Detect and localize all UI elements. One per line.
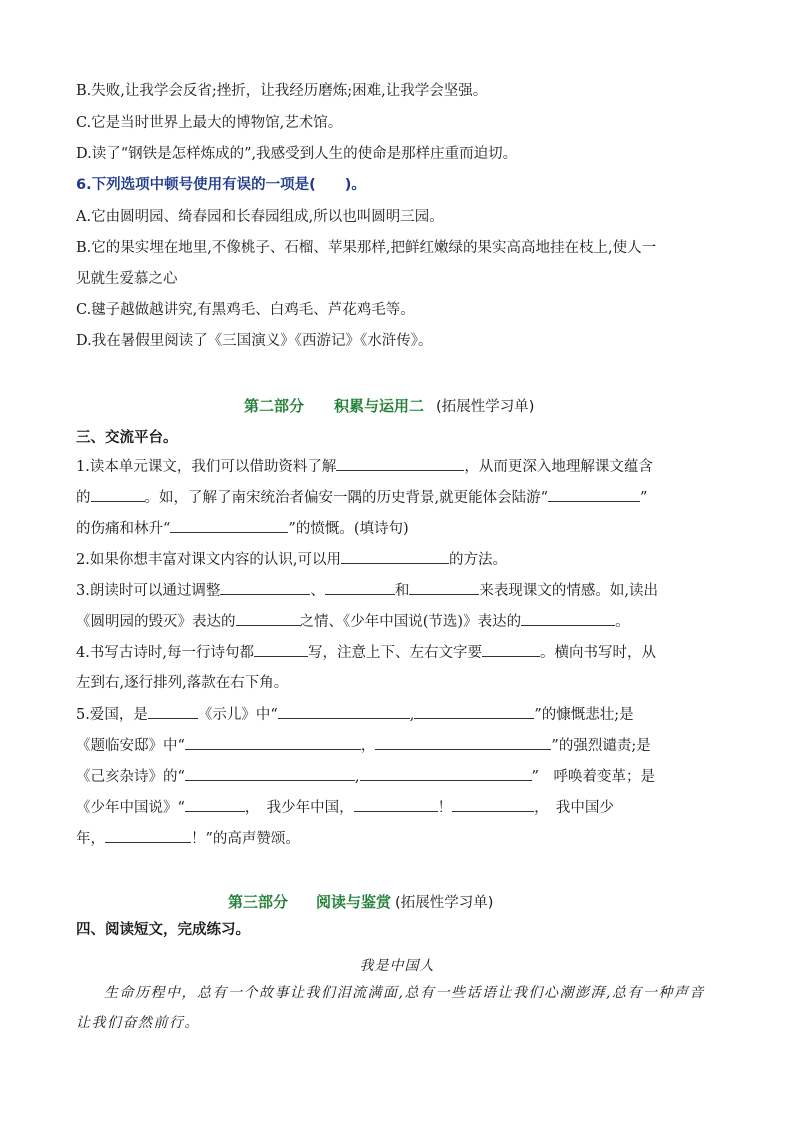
blank[interactable]: [185, 735, 361, 750]
exchange-line-4: 2.如果你想丰富对课文内容的认识,可以用 的方法。: [76, 549, 507, 570]
exchange-line-12: 《少年中国说》“ ， 我少年中国， ！ ， 我中国少: [76, 797, 614, 818]
blank[interactable]: [409, 580, 479, 595]
blank[interactable]: [336, 456, 464, 471]
q6-option-d: D.我在暑假里阅读了《三国演义》《西游记》《水浒传》。: [76, 333, 433, 349]
section-four-title: 四、阅读短文，完成练习。: [76, 922, 250, 938]
blank[interactable]: [220, 580, 310, 595]
blank[interactable]: [341, 549, 449, 564]
part3-name: 阅读与鉴赏: [316, 893, 392, 911]
part2-name: 积累与运用二: [334, 397, 425, 415]
part2-label: 第二部分: [244, 397, 305, 415]
exchange-line-2: 的 。如，了解了南宋统治者偏安一隅的历史背景,就更能体会陆游“ ”: [76, 487, 647, 508]
exchange-line-9: 5.爱国，是 《示儿》中“ , ”的慷慨悲壮;是: [76, 704, 634, 725]
part3-heading: [228, 891, 493, 914]
exchange-line-7: 4.书写古诗时,每一行诗句都 写，注意上下、左右文字要 。横向书写时，从: [76, 642, 656, 663]
q6-option-b-line2: 见就生爱慕之心: [76, 271, 178, 287]
blank[interactable]: [521, 611, 615, 626]
blank[interactable]: [354, 797, 438, 812]
blank[interactable]: [482, 642, 540, 657]
blank[interactable]: [452, 797, 534, 812]
blank[interactable]: [170, 518, 288, 533]
q5-option-d: D.读了“钢铁是怎样炼成的”,我感受到人生的使命是那样庄重而迫切。: [76, 146, 518, 162]
blank[interactable]: [185, 766, 355, 781]
blank[interactable]: [325, 580, 395, 595]
blank[interactable]: [236, 611, 300, 626]
exchange-line-10: 《题临安邸》中“ ， ”的强烈谴责;是: [76, 735, 651, 756]
part3-note: (拓展性学习单): [395, 895, 494, 911]
q6-option-a: A.它由圆明园、绮春园和长春园组成,所以也叫圆明三园。: [76, 209, 444, 225]
part3-label: 第三部分: [228, 893, 289, 911]
part2-heading: [244, 395, 534, 418]
q6-option-b-line1: B.它的果实埋在地里,不像桃子、石榴、苹果那样,把鲜红嫩绿的果实高高地挂在枝上,使人一: [76, 240, 657, 256]
blank[interactable]: [254, 642, 308, 657]
exchange-line-3: 的伤痛和林升“ ”的愤慨。(填诗句): [76, 518, 409, 539]
part2-note: (拓展性学习单): [436, 399, 535, 415]
blank[interactable]: [360, 766, 532, 781]
section-three-title: 三、交流平台。: [76, 430, 178, 446]
exchange-line-11: 《己亥杂诗》的“ , ” 呼唤着变革；是: [76, 766, 655, 787]
q6-option-c: C.毽子越做越讲究,有黑鸡毛、白鸡毛、芦花鸡毛等。: [76, 302, 415, 318]
blank[interactable]: [278, 704, 410, 719]
blank[interactable]: [375, 735, 551, 750]
exchange-line-6: 《圆明园的毁灭》表达的 之情、《少年中国说(节选)》表达的 。: [76, 611, 630, 632]
blank[interactable]: [185, 797, 245, 812]
exchange-line-13: 年， ！”的高声赞颂。: [76, 828, 300, 849]
q6-stem: 6.下列选项中顿号使用有误的一项是( )。: [76, 177, 366, 193]
blank[interactable]: [91, 487, 145, 502]
blank[interactable]: [148, 704, 198, 719]
q5-option-b: B.失败,让我学会反省;挫折，让我经历磨炼;困难,让我学会坚强。: [76, 83, 488, 99]
blank[interactable]: [414, 704, 534, 719]
exchange-line-8: 左到右,逐行排列,落款在右下角。: [76, 675, 289, 691]
article-paragraph: 生命历程中，总有一个故事让我们泪流满面,总有一些话语让我们心潮澎湃,总有一种声音让我们奋然前行。: [76, 985, 705, 1031]
article-title: 我是中国人: [359, 958, 435, 974]
exchange-line-5: 3.朗读时可以通过调整 、 和 来表现课文的情感。如,读出: [76, 580, 658, 601]
exchange-line-1: 1.读本单元课文，我们可以借助资料了解 ，从而更深入地理解课文蕴含: [76, 456, 653, 477]
blank[interactable]: [105, 828, 191, 843]
blank[interactable]: [548, 487, 640, 502]
q5-option-c: C.它是当时世界上最大的博物馆,艺术馆。: [76, 115, 343, 131]
